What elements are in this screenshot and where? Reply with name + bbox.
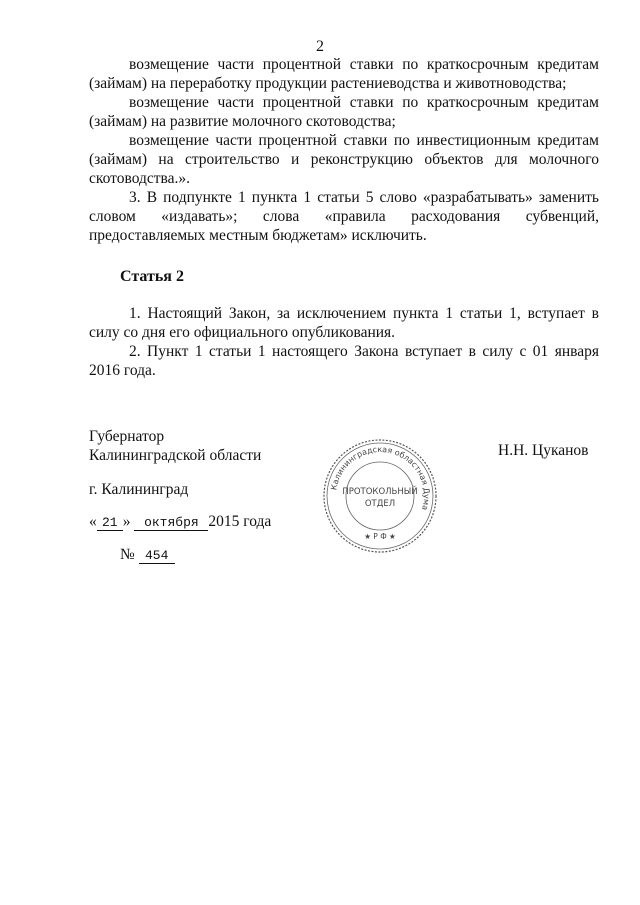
official-stamp: [322, 438, 438, 554]
stamp-center-line2: ОТДЕЛ: [364, 499, 396, 509]
signer-name: Н.Н. Цуканов: [498, 442, 589, 459]
signer-title-line2: Калининградской области: [89, 447, 262, 464]
signer-title-line1: Губернатор: [89, 428, 165, 445]
paragraph: 3. В подпункте 1 пункта 1 статьи 5 слово «разрабатывать» заменить словом «издавать»; слова «правила расходования субвенций, предоставляемых местным бюджетам» исключить.: [89, 189, 599, 244]
number-value: 454: [139, 548, 175, 564]
signing-city: г. Калининград: [89, 481, 189, 498]
article-text: [89, 304, 599, 380]
law-number: [120, 546, 175, 564]
amendment-text: [89, 55, 599, 245]
stamp-center-line1: ПРОТОКОЛЬНЫЙ: [342, 487, 418, 497]
paragraph: возмещение части процентной ставки по краткосрочным кредитам (займам) на переработку продукции растениеводства и животноводства;: [89, 56, 599, 92]
article-heading: Статья 2: [120, 268, 184, 285]
date-month: октября: [134, 515, 208, 531]
page-number: 2: [316, 38, 324, 55]
paragraph: возмещение части процентной ставки по инвестиционным кредитам (займам) на строительство и реконструкцию объектов для молочного скотоводства.».: [89, 132, 599, 187]
stamp-bottom-text: ★ Р Ф ★: [364, 532, 396, 541]
paragraph: 1. Настоящий Закон, за исключением пункта 1 статьи 1, вступает в силу со дня его официального опубликования.: [89, 305, 599, 341]
date-day: 21: [97, 515, 123, 531]
date-year: 2015 года: [208, 513, 272, 530]
number-label: №: [120, 546, 135, 563]
date-quote-close: »: [122, 513, 131, 530]
date-quote-open: «: [89, 513, 97, 530]
paragraph: возмещение части процентной ставки по краткосрочным кредитам (займам) на развитие молочного скотоводства;: [89, 94, 599, 130]
signing-date: [89, 513, 271, 531]
stamp-ring-text: Калининградская областная Дума: [329, 444, 432, 512]
paragraph: 2. Пункт 1 статьи 1 настоящего Закона вступает в силу с 01 января 2016 года.: [89, 343, 599, 379]
